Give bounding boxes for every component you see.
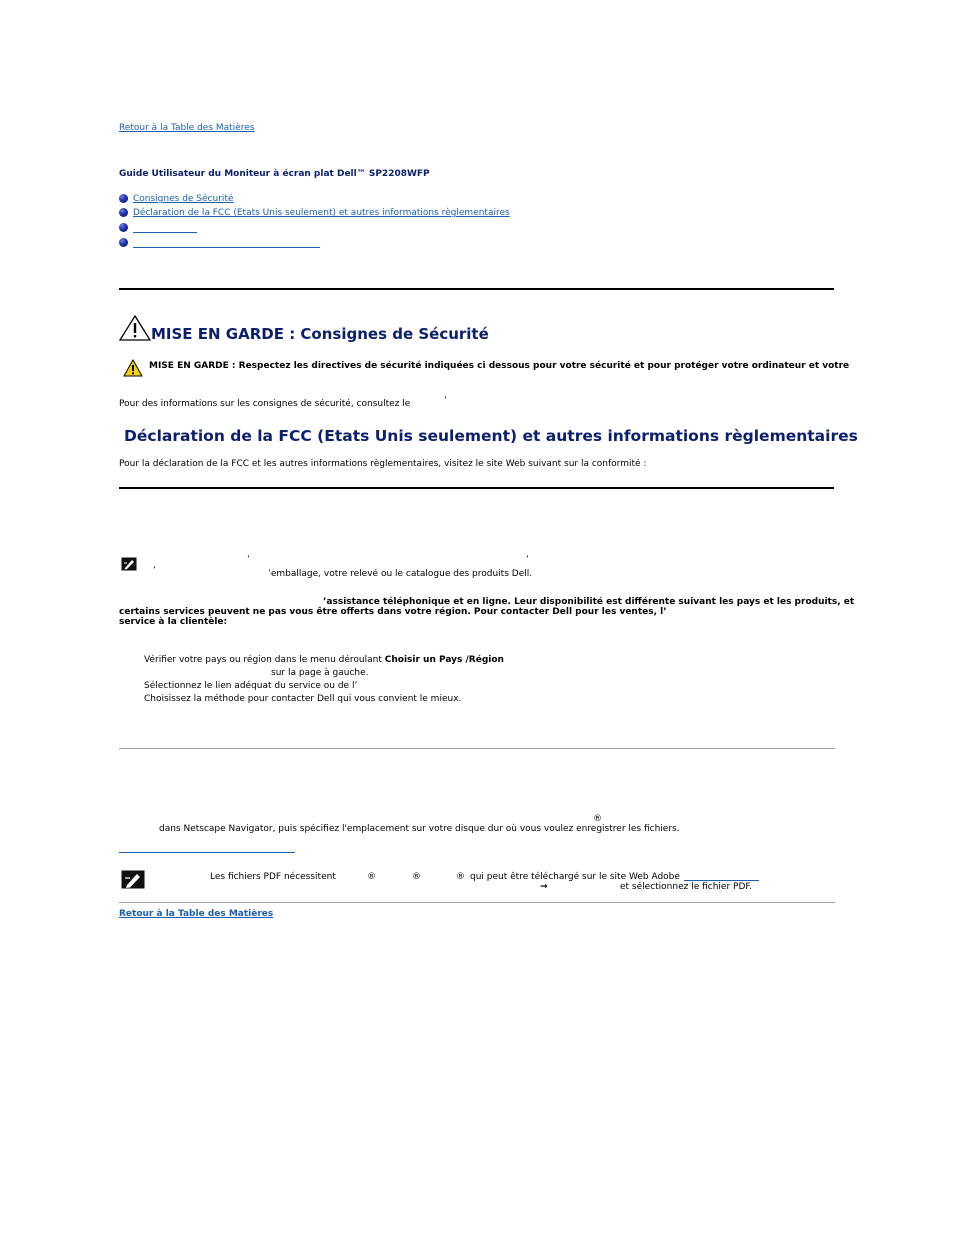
- pdf-note-text-b: qui peut être téléchargé sur le site Web Adobe: [470, 872, 680, 882]
- note-pencil-icon: [121, 557, 137, 571]
- warning-outline-icon: [119, 315, 151, 341]
- section-divider: [119, 487, 834, 489]
- contact-bold-line-2: certains services peuvent ne pas vous être offerts dans votre région. Pour contacter Dell pour les ventes, l’: [119, 607, 667, 617]
- section-divider: [119, 748, 835, 749]
- contact-step-3: Sélectionnez le lien adéquat du service ou de l’: [144, 681, 358, 691]
- pdf-note-text-c: et sélectionnez le fichier PDF.: [620, 882, 752, 892]
- caution-text: MISE EN GARDE : Respectez les directives de sécurité indiquées ci dessous pour votre sécurité et pour protéger votre ordinateur et votre: [149, 361, 850, 371]
- pdf-registered-1: ®: [367, 872, 376, 882]
- fcc-text: Pour la déclaration de la FCC et les autres informations règlementaires, visitez le site Web suivant sur la conformité :: [119, 459, 647, 469]
- section-divider: [119, 902, 835, 903]
- safety-info-apostrophe: ’: [444, 396, 447, 406]
- adobe-website-link[interactable]: [684, 880, 759, 881]
- pdf-registered-2: ®: [412, 872, 421, 882]
- note-tick-3: ’: [153, 566, 156, 576]
- contact-step-4: Choisissez la méthode pour contacter Dell qui vous convient le mieux.: [144, 694, 462, 704]
- pdf-arrow-icon: →: [540, 882, 548, 892]
- pdf-note-text-a: Les fichiers PDF nécessitent: [210, 872, 336, 882]
- section-divider: [119, 288, 834, 290]
- note-tick-1: ’: [247, 555, 250, 565]
- contact-step-1: Vérifier votre pays ou région dans le menu déroulant Choisir un Pays /Région: [144, 655, 504, 665]
- note-tick-2: ’: [526, 555, 529, 565]
- caution-icon: [123, 359, 143, 377]
- toc-link-contact[interactable]: [133, 232, 197, 233]
- contact-note-text: ’emballage, votre relevé ou le catalogue des produits Dell.: [268, 569, 533, 579]
- contact-step-2: sur la page à gauche.: [271, 668, 369, 678]
- setup-guide-link[interactable]: [119, 852, 295, 853]
- contact-bold-line-1: ’assistance téléphonique et en ligne. Leur disponibilité est différente suivant les pays et les produits, et: [323, 597, 855, 607]
- bullet-icon: [119, 194, 128, 203]
- bullet-icon: [119, 223, 128, 232]
- toc-link-fcc[interactable]: Déclaration de la FCC (Etats Unis seulement) et autres informations règlementaires: [133, 208, 510, 218]
- safety-info-text: Pour des informations sur les consignes de sécurité, consultez le: [119, 399, 411, 409]
- safety-heading: MISE EN GARDE : Consignes de Sécurité: [151, 325, 489, 343]
- registered-mark: ®: [593, 814, 602, 824]
- fcc-heading: Déclaration de la FCC (Etats Unis seulement) et autres informations règlementaires: [124, 427, 858, 445]
- back-to-toc-link-top[interactable]: Retour à la Table des Matières: [119, 123, 255, 133]
- toc-link-safety[interactable]: Consignes de Sécurité: [133, 194, 234, 204]
- guide-title: Guide Utilisateur du Moniteur à écran plat Dell™ SP2208WFP: [119, 169, 430, 179]
- contact-bold-line-3: service à la clientèle:: [119, 617, 228, 627]
- bullet-icon: [119, 238, 128, 247]
- note-pencil-icon: [121, 870, 145, 889]
- back-to-toc-link-bottom[interactable]: Retour à la Table des Matières: [119, 909, 274, 919]
- toc-link-setup-guide[interactable]: [133, 247, 320, 248]
- download-instructions: dans Netscape Navigator, puis spécifiez l'emplacement sur votre disque dur où vous voulez enregistrer les fichiers.: [159, 824, 680, 834]
- bullet-icon: [119, 208, 128, 217]
- pdf-registered-3: ®: [456, 872, 465, 882]
